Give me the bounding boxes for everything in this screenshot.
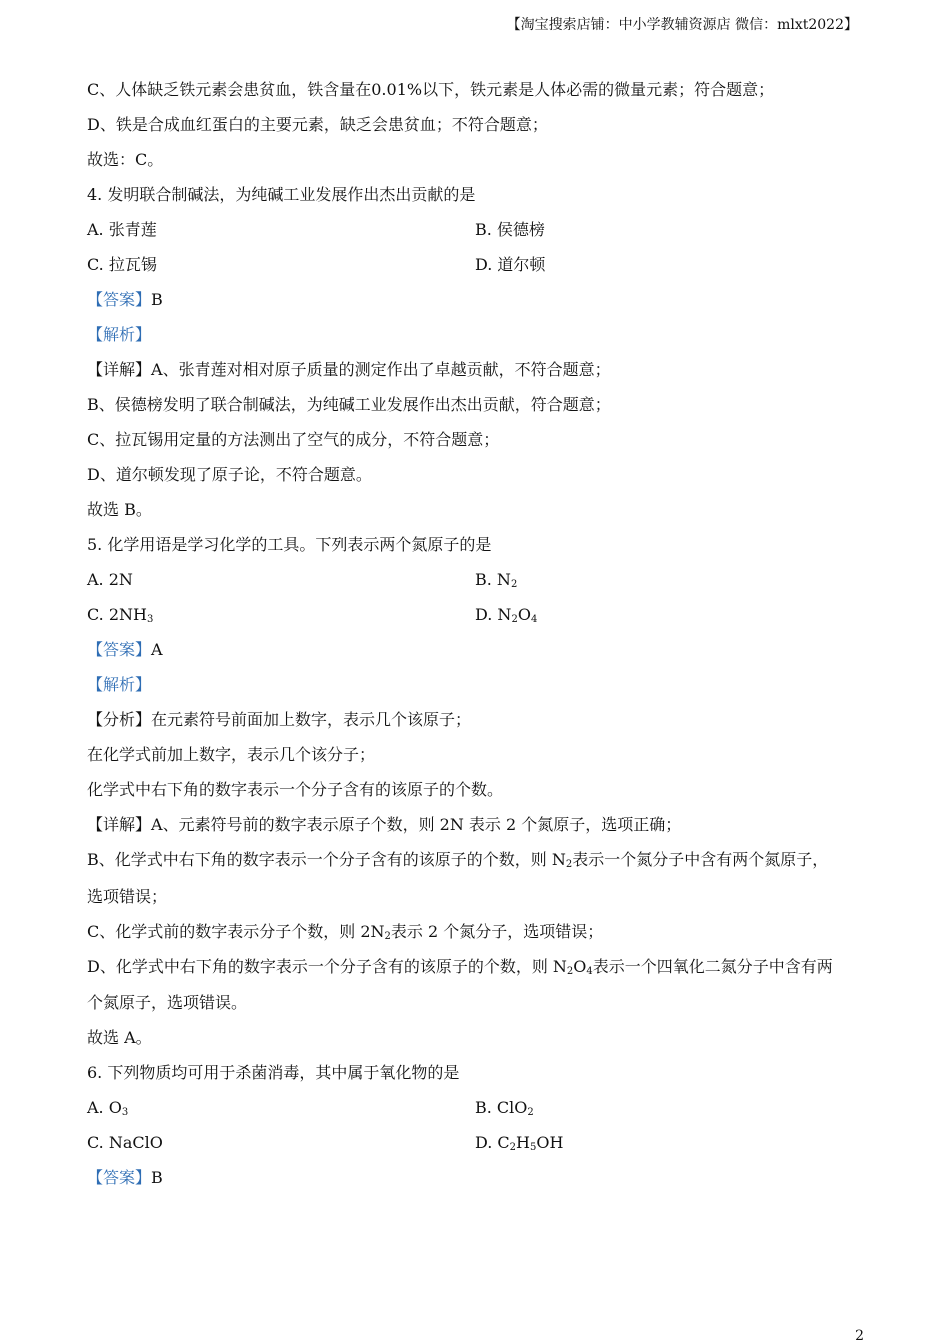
subscript: 2 <box>509 1142 517 1153</box>
subscript: 3 <box>146 614 154 625</box>
q6-stem: 6. 下列物质均可用于杀菌消毒，其中属于氧化物的是 <box>87 1063 460 1082</box>
q4-stem: 4. 发明联合制碱法，为纯碱工业发展作出杰出贡献的是 <box>87 185 476 204</box>
q5-detail-b-post: 表示一个氮分子中含有两个氮原子， <box>572 850 829 869</box>
q5-detail-c-post: 表示 2 个氮分子，选项错误； <box>390 922 604 941</box>
q4-detail-d: D、道尔顿发现了原子论，不符合题意。 <box>87 465 372 484</box>
q4-detail-c: C、拉瓦锡用定量的方法测出了空气的成分，不符合题意； <box>87 430 500 449</box>
q5-analysis-label: 【解析】 <box>87 675 152 694</box>
q6-option-a-text: A. O <box>87 1098 122 1117</box>
q5-answer-value: A <box>151 640 163 659</box>
q4-choice: 故选 B。 <box>87 500 152 519</box>
subscript: 2 <box>527 1107 534 1118</box>
q5-stem: 5. 化学用语是学习化学的工具。下列表示两个氮原子的是 <box>87 535 492 554</box>
detail-label: 【详解】 <box>87 815 152 834</box>
q5-option-b-text: B. N <box>475 570 511 589</box>
q5-option-d <box>475 605 537 625</box>
q4-detail-a-text: A、张青莲对相对原子质量的测定作出了卓越贡献，不符合题意； <box>151 360 611 379</box>
page-header: 【淘宝搜索店铺：中小学教辅资源店 微信：mlxt2022】 <box>506 17 858 33</box>
q6-option-b-text: B. ClO <box>475 1098 528 1117</box>
q4-option-b: B. 侯德榜 <box>475 220 545 239</box>
q6-option-d-post: OH <box>536 1133 564 1152</box>
q5-detail-d-post: 表示一个四氧化二氮分子中含有两 <box>592 957 833 976</box>
q5-option-d-mid: O <box>517 605 531 624</box>
q4-option-a: A. 张青莲 <box>87 220 157 239</box>
q3-detail-c: C、人体缺乏铁元素会患贫血，铁含量在0.01%以下，铁元素是人体必需的微量元素；符合题意； <box>87 80 775 99</box>
subscript: 4 <box>530 614 538 625</box>
q5-detail-b-pre: B、化学式中右下角的数字表示一个分子含有的该原子的个数，则 N <box>87 850 566 869</box>
q5-fenxi-3: 化学式中右下角的数字表示一个分子含有的该原子的个数。 <box>87 780 504 799</box>
subscript: 5 <box>530 1142 537 1153</box>
subscript: 2 <box>384 931 391 942</box>
q5-fenxi-1 <box>87 710 471 730</box>
q5-choice: 故选 A。 <box>87 1028 152 1047</box>
q5-fenxi-1-text: 在元素符号前面加上数字，表示几个该原子； <box>151 710 472 729</box>
q6-answer-value: B <box>151 1168 163 1187</box>
q5-detail-b-cont: 选项错误； <box>87 887 168 906</box>
q6-answer <box>87 1168 163 1188</box>
answer-label: 【答案】 <box>87 640 152 659</box>
q4-analysis-label: 【解析】 <box>87 325 152 344</box>
q6-option-d-mid: H <box>516 1133 530 1152</box>
page-number: 2 <box>855 1328 864 1344</box>
q4-option-c: C. 拉瓦锡 <box>87 255 157 274</box>
q5-option-c <box>87 605 153 625</box>
q5-detail-d-mid: O <box>573 957 587 976</box>
answer-label: 【答案】 <box>87 1168 152 1187</box>
q5-option-c-text: C. 2NH <box>87 605 147 624</box>
subscript: 2 <box>511 614 518 625</box>
q6-option-c: C. NaClO <box>87 1133 163 1152</box>
q5-detail-a <box>87 815 681 835</box>
answer-label: 【答案】 <box>87 290 152 309</box>
q4-detail-a <box>87 360 611 380</box>
q3-choice: 故选：C。 <box>87 150 164 169</box>
q3-detail-d: D、铁是合成血红蛋白的主要元素，缺乏会患贫血；不符合题意； <box>87 115 548 134</box>
detail-label: 【详解】 <box>87 360 152 379</box>
q5-fenxi-2: 在化学式前加上数字，表示几个该分子； <box>87 745 376 764</box>
q6-option-a <box>87 1098 128 1118</box>
q6-option-b <box>475 1098 534 1118</box>
fenxi-label: 【分析】 <box>87 710 152 729</box>
q6-option-d <box>475 1133 563 1153</box>
subscript: 3 <box>121 1107 129 1118</box>
q5-option-d-text: D. N <box>475 605 512 624</box>
q5-detail-d-pre: D、化学式中右下角的数字表示一个分子含有的该原子的个数，则 N <box>87 957 567 976</box>
q4-detail-b: B、侯德榜发明了联合制碱法，为纯碱工业发展作出杰出贡献，符合题意； <box>87 395 611 414</box>
q5-detail-c-pre: C、化学式前的数字表示分子个数，则 2N <box>87 922 385 941</box>
q4-answer-value: B <box>151 290 163 309</box>
q5-option-b <box>475 570 517 590</box>
q5-detail-d-cont: 个氮原子，选项错误。 <box>87 993 248 1012</box>
q5-detail-c <box>87 922 603 942</box>
q4-answer <box>87 290 163 310</box>
subscript: 2 <box>510 579 518 590</box>
subscript: 4 <box>586 966 593 977</box>
q5-option-a: A. 2N <box>87 570 133 589</box>
subscript: 2 <box>565 859 573 870</box>
q5-detail-a-text: A、元素符号前的数字表示原子个数，则 2N 表示 2 个氮原子，选项正确； <box>151 815 682 834</box>
q5-detail-d <box>87 957 833 977</box>
q4-option-d: D. 道尔顿 <box>475 255 546 274</box>
q5-detail-b <box>87 850 828 870</box>
q5-answer <box>87 640 163 660</box>
subscript: 2 <box>566 966 574 977</box>
q6-option-d-text: D. C <box>475 1133 510 1152</box>
